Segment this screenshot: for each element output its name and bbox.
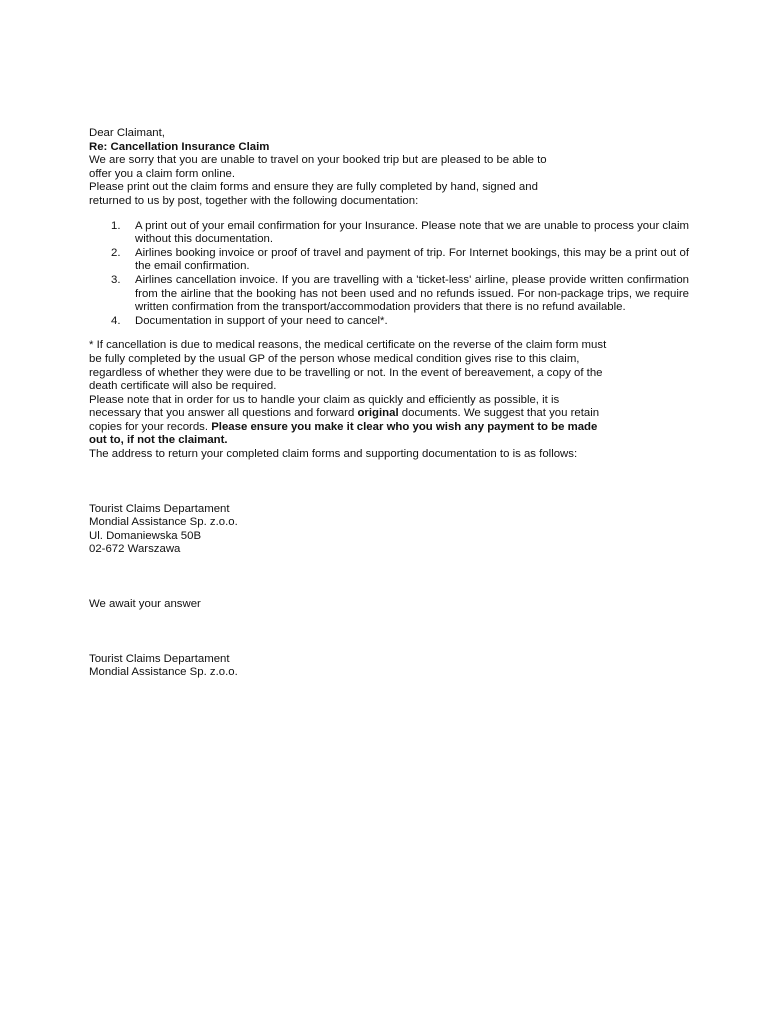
list-item-text: Documentation in support of your need to cancel*. (135, 314, 388, 327)
list-item-text: Airlines cancellation invoice. If you are travelling with a 'ticket-less' airline, please provide written confirmation from the airline that the booking has not been used and no refunds issued. For non-package trips, we require written confirmation from the transport/accommodation providers that there is no refund available. (135, 273, 689, 314)
address-block (89, 503, 689, 557)
greeting: Dear Claimant, (89, 127, 165, 139)
handling-note (89, 394, 614, 448)
signature-block (89, 653, 689, 680)
list-number: 4. (111, 314, 121, 327)
signature-line: Mondial Assistance Sp. z.o.o. (89, 666, 238, 679)
list-item (89, 220, 689, 247)
closing-line: We await your answer (89, 598, 201, 611)
list-item-text: Airlines booking invoice or proof of travel and payment of trip. For Internet bookings, this may be a print out of the email confirmation. (135, 246, 689, 273)
letter-page (89, 127, 689, 680)
medical-note: * If cancellation is due to medical reasons, the medical certificate on the reverse of the claim form must be fully completed by the usual GP of the person whose medical condition gives rise to this claim, regardless of whether they were due to be travelling or not. In the event of bereavement, a copy of the death certificate will also be required. (89, 339, 607, 393)
intro-line: Please print out the claim forms and ensure they are fully completed by hand, signed and (89, 181, 538, 194)
list-number: 1. (111, 219, 121, 232)
intro-line: We are sorry that you are unable to travel on your booked trip but are pleased to be able to (89, 154, 547, 167)
spacer (89, 462, 689, 503)
address-line: Tourist Claims Departament (89, 502, 230, 515)
address-line: Ul. Domaniewska 50B (89, 529, 202, 542)
handling-note-text: documents. We suggest that you retain copies for your records. (89, 407, 600, 433)
intro-paragraph (89, 154, 689, 208)
original-emphasis: original (357, 407, 399, 420)
subject-line: Re: Cancellation Insurance Claim (89, 140, 270, 153)
documentation-list (89, 220, 689, 329)
spacer (89, 557, 689, 598)
list-number: 3. (111, 273, 121, 286)
address-intro: The address to return your completed claim forms and supporting documentation to is as follows: (89, 448, 578, 461)
list-item (89, 315, 689, 329)
payment-instruction: Please ensure you make it clear who you wish any payment to be made out to, if not the claimant. (89, 420, 598, 447)
address-line: Mondial Assistance Sp. z.o.o. (89, 516, 238, 529)
list-item (89, 274, 689, 315)
list-number: 2. (111, 246, 121, 259)
signature-line: Tourist Claims Departament (89, 652, 230, 665)
list-item-text: A print out of your email confirmation for your Insurance. Please note that we are unable to process your claim without this documentation. (135, 219, 689, 246)
list-item (89, 247, 689, 274)
notes-section (89, 339, 614, 461)
spacer (89, 612, 689, 653)
handling-note-text: Please note that in order for us to handle your claim as quickly and efficiently as possible, it is necessary that you answer all questions and forward (89, 393, 560, 420)
intro-line: offer you a claim form online. (89, 167, 236, 180)
address-line: 02-672 Warszawa (89, 543, 181, 556)
intro-line: returned to us by post, together with the following documentation: (89, 194, 419, 207)
